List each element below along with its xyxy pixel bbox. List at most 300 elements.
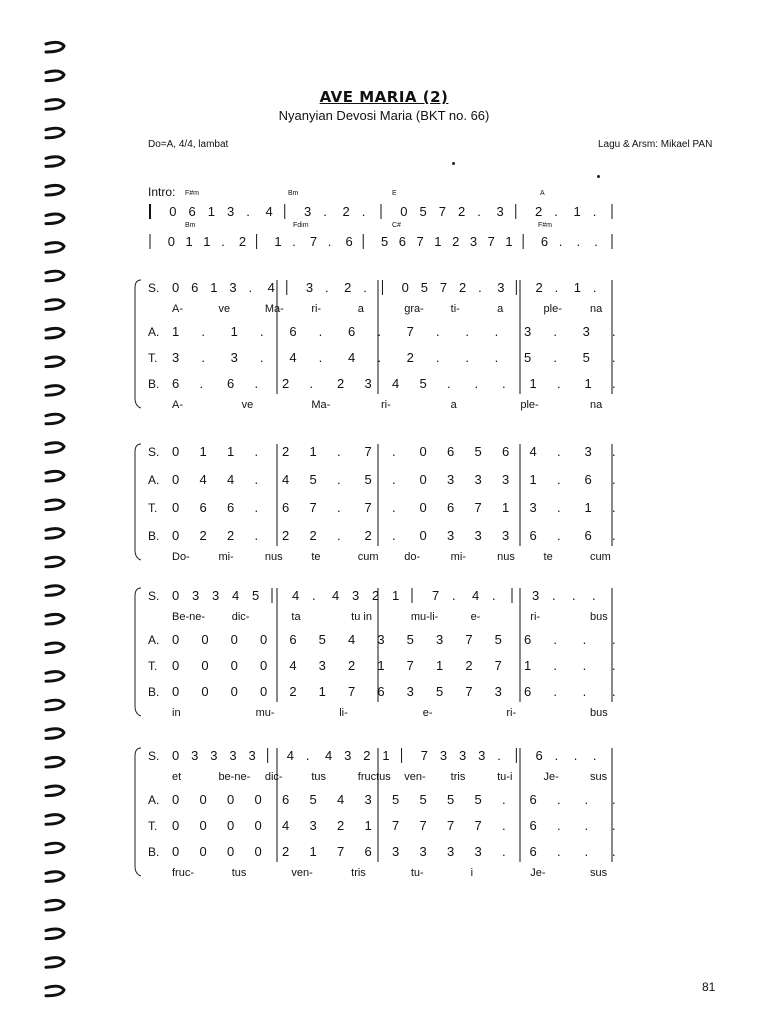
voice-note: 2 xyxy=(364,528,372,543)
voice-note: . xyxy=(452,588,456,603)
voice-note: . xyxy=(612,472,616,487)
voice-note: 6 xyxy=(172,376,180,391)
voice-note: 3 xyxy=(478,748,486,763)
voice-note: 7 xyxy=(420,748,428,763)
voice-note: . xyxy=(612,818,616,833)
voice-note: 1 xyxy=(199,444,207,459)
system-brace xyxy=(135,588,141,716)
intro-note: 2 xyxy=(535,204,543,219)
lyric-syllable: te xyxy=(311,551,321,563)
voice-note: 0 xyxy=(227,792,235,807)
chord-symbol: Fdim xyxy=(293,222,309,229)
intro-note: . xyxy=(221,234,225,249)
voice-note: . xyxy=(612,324,616,339)
song-title: AVE MARIA (2) xyxy=(319,88,449,106)
voice-note: 1 xyxy=(573,280,581,295)
voice-note: 1 xyxy=(584,376,592,391)
voice-note: . xyxy=(553,350,557,365)
voice-note: 6 xyxy=(584,528,592,543)
lyric-syllable: do- xyxy=(404,551,421,563)
intro-note: 3 xyxy=(469,234,478,249)
voice-note: 2 xyxy=(337,818,345,833)
voice-note: 4 xyxy=(332,588,340,603)
lyric-syllable: tus xyxy=(311,771,327,783)
intro-note: 2 xyxy=(238,234,247,249)
intro-note: 5 xyxy=(419,204,427,219)
voice-note: 0 xyxy=(172,632,180,647)
voice-note: 6 xyxy=(364,844,372,859)
voice-label: A. xyxy=(148,473,160,487)
voice-note: 0 xyxy=(260,658,268,673)
voice-note: 3 xyxy=(419,844,427,859)
voice-note: 4 xyxy=(325,748,333,763)
voice-note: . xyxy=(199,376,204,391)
voice-note: . xyxy=(337,472,341,487)
intro-note: . xyxy=(592,204,597,219)
lyric-syllable: fructus xyxy=(357,771,391,783)
voice-note: 2 xyxy=(282,444,290,459)
voice-note: . xyxy=(260,350,264,365)
voice-note: . xyxy=(557,472,561,487)
voice-note: . xyxy=(573,748,578,763)
voice-label: S. xyxy=(148,749,160,763)
intro-note: 0 xyxy=(167,234,176,249)
intro-note: 2 xyxy=(458,204,466,219)
lyric-syllable: ve xyxy=(218,303,231,315)
chord-symbol: C# xyxy=(392,222,401,229)
lyric-syllable: e- xyxy=(470,611,481,623)
voice-note: . xyxy=(318,350,323,365)
chord-symbol: F#m xyxy=(538,222,552,229)
lyric-syllable: nus xyxy=(264,551,283,563)
voice-note: 0 xyxy=(254,792,262,807)
voice-note: 2 xyxy=(363,748,371,763)
voice-note: 5 xyxy=(406,632,414,647)
voice-note: 2 xyxy=(309,528,317,543)
voice-note: 1 xyxy=(318,684,326,699)
voice-note: 5 xyxy=(392,792,400,807)
voice-note: . xyxy=(612,684,616,699)
voice-note: . xyxy=(465,350,469,365)
voice-note: . xyxy=(392,472,396,487)
intro-note: 4 xyxy=(265,204,273,219)
voice-note: 0 xyxy=(260,684,268,699)
voice-note: 7 xyxy=(348,684,356,699)
lyric-syllable: bus xyxy=(590,707,608,719)
voice-note: . xyxy=(254,444,259,459)
voice-note: 4 xyxy=(199,472,207,487)
lyric-syllable: a xyxy=(450,399,457,411)
lyric-syllable: ti- xyxy=(450,303,460,315)
voice-note: 0 xyxy=(199,792,207,807)
voice-note: . xyxy=(260,324,264,339)
voice-note: . xyxy=(377,324,381,339)
system-brace xyxy=(135,444,141,560)
voice-note: 6 xyxy=(289,324,297,339)
lyric-syllable: tu in xyxy=(351,611,372,623)
lyric-syllable: Ma- xyxy=(311,399,331,411)
voice-note: . xyxy=(554,280,559,295)
voice-note: 6 xyxy=(282,500,290,515)
lyric-syllable: a xyxy=(497,303,504,315)
voice-note: . xyxy=(447,376,451,391)
lyric-syllable: ri- xyxy=(311,303,322,315)
voice-note: 0 xyxy=(254,844,262,859)
voice-note: . xyxy=(553,684,557,699)
voice-note: . xyxy=(557,792,561,807)
lyric-syllable: et xyxy=(172,771,182,783)
system-brace xyxy=(135,748,141,876)
voice-label: B. xyxy=(148,529,160,543)
voice-label: B. xyxy=(148,845,160,859)
voice-note: 6 xyxy=(502,444,510,459)
intro-note: 6 xyxy=(398,234,407,249)
voice-note: . xyxy=(474,376,479,391)
intro-note: 0 xyxy=(169,204,177,219)
voice-note: 1 xyxy=(392,588,400,603)
intro-note: 3 xyxy=(227,204,235,219)
voice-note: 3 xyxy=(474,472,482,487)
voice-note: 4 xyxy=(282,472,290,487)
voice-note: 3 xyxy=(309,818,317,833)
voice-note: 7 xyxy=(406,324,414,339)
lyric-syllable: dic- xyxy=(264,771,283,783)
voice-note: 1 xyxy=(210,280,218,295)
voice-note: . xyxy=(254,376,259,391)
lyric-syllable: tus xyxy=(231,867,247,879)
voice-note: . xyxy=(465,324,469,339)
intro-note: . xyxy=(361,204,366,219)
voice-note: 2 xyxy=(227,528,235,543)
chord-symbol: Bm xyxy=(185,222,196,229)
voice-note: . xyxy=(557,844,561,859)
intro-note: . xyxy=(576,234,581,249)
voice-note: . xyxy=(612,632,616,647)
voice-note: 7 xyxy=(439,280,448,295)
voice-note: 3 xyxy=(192,588,200,603)
voice-note: . xyxy=(557,500,561,515)
voice-note: 7 xyxy=(494,658,502,673)
voice-note: . xyxy=(254,500,259,515)
voice-note: 3 xyxy=(474,528,482,543)
voice-note: 6 xyxy=(524,684,532,699)
voice-note: 0 xyxy=(401,280,409,295)
intro-note: 7 xyxy=(438,204,446,219)
voice-label: T. xyxy=(148,501,158,515)
voice-note: 1 xyxy=(436,658,444,673)
voice-note: 2 xyxy=(289,684,297,699)
voice-note: 4 xyxy=(289,350,297,365)
voice-note: 3 xyxy=(497,280,505,295)
lyric-syllable: A- xyxy=(172,303,183,315)
voice-note: 3 xyxy=(212,588,220,603)
voice-note: 0 xyxy=(227,844,235,859)
voice-note: 0 xyxy=(419,444,427,459)
voice-note: 6 xyxy=(289,632,297,647)
voice-note: 3 xyxy=(502,472,510,487)
voice-note: . xyxy=(502,376,506,391)
voice-note: 4 xyxy=(232,588,240,603)
voice-note: . xyxy=(553,324,557,339)
voice-note: 4 xyxy=(227,472,235,487)
voice-label: S. xyxy=(148,445,160,459)
chord-symbol: E xyxy=(392,190,397,197)
lyric-syllable: mi- xyxy=(450,551,466,563)
voice-note: . xyxy=(337,500,341,515)
voice-note: 5 xyxy=(420,280,428,295)
lyric-syllable: A- xyxy=(172,399,183,411)
voice-note: 3 xyxy=(447,844,455,859)
voice-note: 3 xyxy=(352,588,360,603)
intro-note: . xyxy=(594,234,598,249)
song-subtitle: Nyanyian Devosi Maria (BKT no. 66) xyxy=(278,108,490,123)
voice-note: 7 xyxy=(364,444,372,459)
voice-note: . xyxy=(557,528,561,543)
voice-note: 3 xyxy=(584,444,592,459)
voice-note: . xyxy=(502,844,506,859)
lyric-syllable: e- xyxy=(422,707,433,719)
voice-note: 6 xyxy=(535,748,543,763)
voice-note: 4 xyxy=(267,280,275,295)
voice-note: 1 xyxy=(309,844,317,859)
voice-note: . xyxy=(612,792,616,807)
voice-label: S. xyxy=(148,281,160,295)
voice-note: 3 xyxy=(436,632,444,647)
voice-note: 3 xyxy=(524,324,532,339)
voice-note: 3 xyxy=(392,844,400,859)
voice-note: 2 xyxy=(348,658,356,673)
voice-note: 3 xyxy=(377,632,385,647)
lyric-syllable: cum xyxy=(357,551,379,563)
voice-note: 5 xyxy=(318,632,326,647)
voice-note: 2 xyxy=(282,528,290,543)
voice-note: 0 xyxy=(419,528,427,543)
voice-note: . xyxy=(392,528,396,543)
voice-note: 0 xyxy=(230,658,238,673)
intro-note: 1 xyxy=(274,234,282,249)
voice-note: 0 xyxy=(230,632,238,647)
voice-note: . xyxy=(592,588,596,603)
lyric-syllable: te xyxy=(543,551,553,563)
voice-note: 0 xyxy=(172,528,180,543)
lyric-syllable: i xyxy=(470,867,474,879)
voice-note: . xyxy=(436,324,440,339)
lyric-syllable: in xyxy=(172,707,181,719)
voice-note: . xyxy=(248,280,253,295)
lyric-syllable: dic- xyxy=(231,611,250,623)
voice-note: 7 xyxy=(419,818,427,833)
voice-note: 3 xyxy=(210,748,218,763)
voice-note: 3 xyxy=(447,528,455,543)
voice-note: 0 xyxy=(230,684,238,699)
voice-label: A. xyxy=(148,325,160,339)
intro-note: 1 xyxy=(185,234,193,249)
voice-note: 7 xyxy=(392,818,400,833)
intro-note: . xyxy=(323,204,327,219)
lyric-syllable: ta xyxy=(291,611,301,623)
lyric-syllable: ri- xyxy=(506,707,517,719)
voice-note: . xyxy=(494,324,499,339)
voice-note: 3 xyxy=(529,500,537,515)
intro-note: 1 xyxy=(434,234,442,249)
lyric-syllable: Do- xyxy=(172,551,190,563)
voice-note: 5 xyxy=(309,792,317,807)
voice-note: 5 xyxy=(582,350,590,365)
voice-note: . xyxy=(309,376,314,391)
voice-note: 3 xyxy=(447,472,455,487)
voice-note: 2 xyxy=(344,280,352,295)
voice-note: 7 xyxy=(465,684,473,699)
voice-note: 6 xyxy=(282,792,290,807)
voice-note: 3 xyxy=(582,324,590,339)
voice-note: 1 xyxy=(584,500,592,515)
voice-label: B. xyxy=(148,685,160,699)
intro-note: . xyxy=(558,234,563,249)
voice-note: . xyxy=(612,844,616,859)
voice-note: 2 xyxy=(282,376,290,391)
voice-note: 1 xyxy=(382,748,390,763)
voice-note: 3 xyxy=(532,588,540,603)
voice-note: . xyxy=(325,280,329,295)
voice-note: 0 xyxy=(172,280,180,295)
voice-note: . xyxy=(254,528,259,543)
voice-note: . xyxy=(582,658,587,673)
voice-note: 5 xyxy=(524,350,532,365)
intro-note: 3 xyxy=(304,204,312,219)
voice-note: 2 xyxy=(199,528,207,543)
intro-label: Intro: xyxy=(148,185,176,199)
intro-note: 3 xyxy=(496,204,504,219)
lyric-syllable: ven- xyxy=(404,771,426,783)
voice-note: 3 xyxy=(229,280,237,295)
voice-note: . xyxy=(612,444,616,459)
voice-note: 3 xyxy=(305,280,314,295)
voice-note: 4 xyxy=(472,588,480,603)
voice-note: . xyxy=(201,324,205,339)
intro-note: . xyxy=(292,234,296,249)
voice-note: 1 xyxy=(529,376,537,391)
voice-note: 3 xyxy=(406,684,414,699)
intro-note: . xyxy=(554,204,558,219)
lyric-syllable: a xyxy=(357,303,364,315)
voice-note: 1 xyxy=(309,444,317,459)
voice-note: . xyxy=(557,818,561,833)
voice-note: . xyxy=(478,280,482,295)
voice-note: . xyxy=(584,792,589,807)
intro-note: 7 xyxy=(416,234,424,249)
voice-note: . xyxy=(612,376,616,391)
voice-note: 4 xyxy=(292,588,300,603)
voice-label: A. xyxy=(148,633,160,647)
voice-note: 7 xyxy=(465,632,473,647)
voice-note: 0 xyxy=(201,632,209,647)
voice-note: 0 xyxy=(201,684,209,699)
voice-note: 7 xyxy=(474,818,482,833)
voice-note: 6 xyxy=(227,376,235,391)
voice-note: . xyxy=(584,844,589,859)
voice-note: . xyxy=(254,472,259,487)
voice-note: 1 xyxy=(230,324,238,339)
voice-note: 4 xyxy=(529,444,537,459)
key-tempo: Do=A, 4/4, lambat xyxy=(148,139,229,150)
voice-note: 0 xyxy=(172,472,180,487)
voice-note: 6 xyxy=(348,324,356,339)
voice-note: 7 xyxy=(447,818,455,833)
voice-note: 1 xyxy=(524,658,532,673)
voice-note: 7 xyxy=(364,500,372,515)
lyric-syllable: ve xyxy=(241,399,254,411)
lyric-syllable: tris xyxy=(450,771,466,783)
voice-note: 4 xyxy=(286,748,295,763)
voice-note: 3 xyxy=(230,350,238,365)
voice-note: 4 xyxy=(348,632,356,647)
system-brace xyxy=(135,280,141,408)
voice-note: . xyxy=(363,280,367,295)
voice-label: A. xyxy=(148,793,160,807)
voice-note: 6 xyxy=(529,528,537,543)
voice-note: 0 xyxy=(201,658,209,673)
voice-note: . xyxy=(494,350,499,365)
intro-note: 6 xyxy=(188,204,196,219)
composer-credit: Lagu & Arsm: Mikael PAN xyxy=(598,139,713,150)
lyric-syllable: nus xyxy=(497,551,515,563)
voice-note: 1 xyxy=(227,444,235,459)
voice-note: . xyxy=(201,350,205,365)
voice-note: . xyxy=(554,748,559,763)
voice-note: . xyxy=(492,588,496,603)
voice-note: . xyxy=(584,818,589,833)
voice-note: . xyxy=(612,350,616,365)
intro-note: 1 xyxy=(203,234,211,249)
intro-note: 7 xyxy=(309,234,318,249)
voice-note: 5 xyxy=(494,632,502,647)
voice-note: 4 xyxy=(392,376,400,391)
lyric-syllable: sus xyxy=(590,867,608,879)
voice-note: 7 xyxy=(474,500,482,515)
voice-note: 6 xyxy=(227,500,235,515)
voice-note: 3 xyxy=(474,844,482,859)
voice-note: 0 xyxy=(199,818,207,833)
voice-note: 2 xyxy=(458,280,467,295)
lyric-syllable: be-ne- xyxy=(218,771,251,783)
voice-note: 2 xyxy=(465,658,473,673)
voice-note: 6 xyxy=(524,632,532,647)
voice-note: 0 xyxy=(419,472,427,487)
intro-note: 6 xyxy=(345,234,353,249)
voice-note: 5 xyxy=(474,444,482,459)
voice-note: 5 xyxy=(364,472,372,487)
intro-note: . xyxy=(246,204,250,219)
voice-note: . xyxy=(502,792,506,807)
intro-note: 1 xyxy=(505,234,513,249)
voice-note: 3 xyxy=(191,748,199,763)
voice-note: 3 xyxy=(458,748,467,763)
intro-note: 0 xyxy=(400,204,408,219)
voice-note: 1 xyxy=(502,500,510,515)
voice-note: 5 xyxy=(474,792,482,807)
voice-note: 2 xyxy=(337,376,345,391)
voice-note: . xyxy=(392,444,396,459)
lyric-syllable: tu- xyxy=(410,867,424,879)
lyric-syllable: na xyxy=(590,399,603,411)
lyric-syllable: Je- xyxy=(530,867,546,879)
voice-note: . xyxy=(502,818,506,833)
voice-note: 6 xyxy=(447,500,455,515)
voice-label: T. xyxy=(148,819,158,833)
intro-note: . xyxy=(477,204,481,219)
voice-note: 5 xyxy=(309,472,317,487)
voice-note: 4 xyxy=(289,658,297,673)
